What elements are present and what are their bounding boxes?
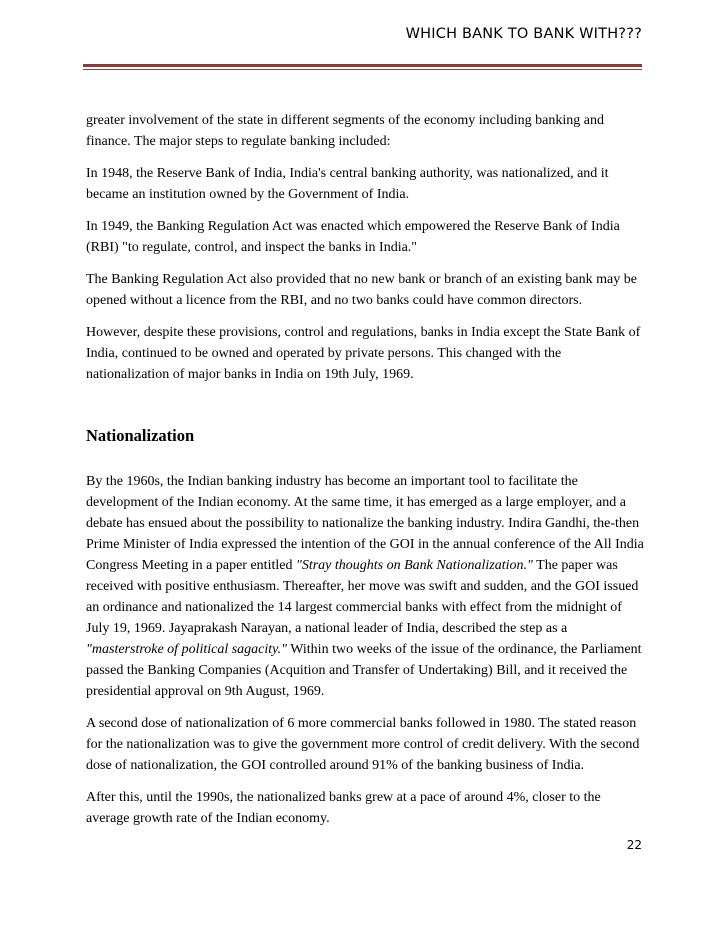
quote-italic: "masterstroke of political sagacity." <box>86 642 287 657</box>
text-run: Within two weeks of the issue of the ordinance, the Parliament passed the Banking Companies (Acquition and Transfer of Undertaking) Bill, and it received the presidential approval on 9th August, 1969. <box>86 642 642 699</box>
paragraph: In 1948, the Reserve Bank of India, India's central banking authority, was nationalized, and it became an institution owned by the Government of India. <box>86 166 609 202</box>
quote-italic: "Stray thoughts on Bank Nationalization." <box>295 558 533 573</box>
paragraph: After this, until the 1990s, the nationalized banks grew at a pace of around 4%, closer to the average growth rate of the Indian economy. <box>86 790 601 826</box>
header-rule-thin <box>83 69 642 70</box>
paragraph: However, despite these provisions, control and regulations, banks in India except the State Bank of India, continued to be owned and operated by private persons. This changed with the nationalization of major banks in India on 19th July, 1969. <box>86 325 641 382</box>
paragraph: In 1949, the Banking Regulation Act was enacted which empowered the Reserve Bank of India (RBI) "to regulate, control, and inspect the banks in India." <box>86 219 620 255</box>
section-heading: Nationalization <box>86 426 195 445</box>
paragraph <box>86 471 646 702</box>
paragraph: greater involvement of the state in different segments of the economy including banking and finance. The major steps to regulate banking included: <box>86 113 604 149</box>
page-body <box>86 110 646 829</box>
paragraph: The Banking Regulation Act also provided that no new bank or branch of an existing bank may be opened without a licence from the RBI, and no two banks could have common directors. <box>86 272 637 308</box>
text-run: The paper was received with positive enthusiasm. Thereafter, her move was swift and sudden, and the GOI issued an ordinance and nationalized the 14 largest commercial banks with effect from the midnight of July 19, 1969. Jayaprakash Narayan, a national leader of India, described the step as a <box>86 558 639 636</box>
page-number: 22 <box>626 838 642 852</box>
text-run: By the 1960s, the Indian banking industry has become an important tool to facilitate the development of the Indian economy. At the same time, it has emerged as a large employer, and a debate has ensued about the possibility to nationalize the banking industry. Indira Gandhi, the-then Prime Minister of India expressed the intention of the GOI in the annual conference of the All India Congress Meeting in a paper entitled <box>86 474 644 573</box>
paragraph: A second dose of nationalization of 6 more commercial banks followed in 1980. The stated reason for the nationalization was to give the government more control of credit delivery. With the second dose of nationalization, the GOI controlled around 91% of the banking business of India. <box>86 716 640 773</box>
header-title: WHICH BANK TO BANK WITH??? <box>405 26 642 42</box>
header-rule-thick <box>83 64 642 67</box>
